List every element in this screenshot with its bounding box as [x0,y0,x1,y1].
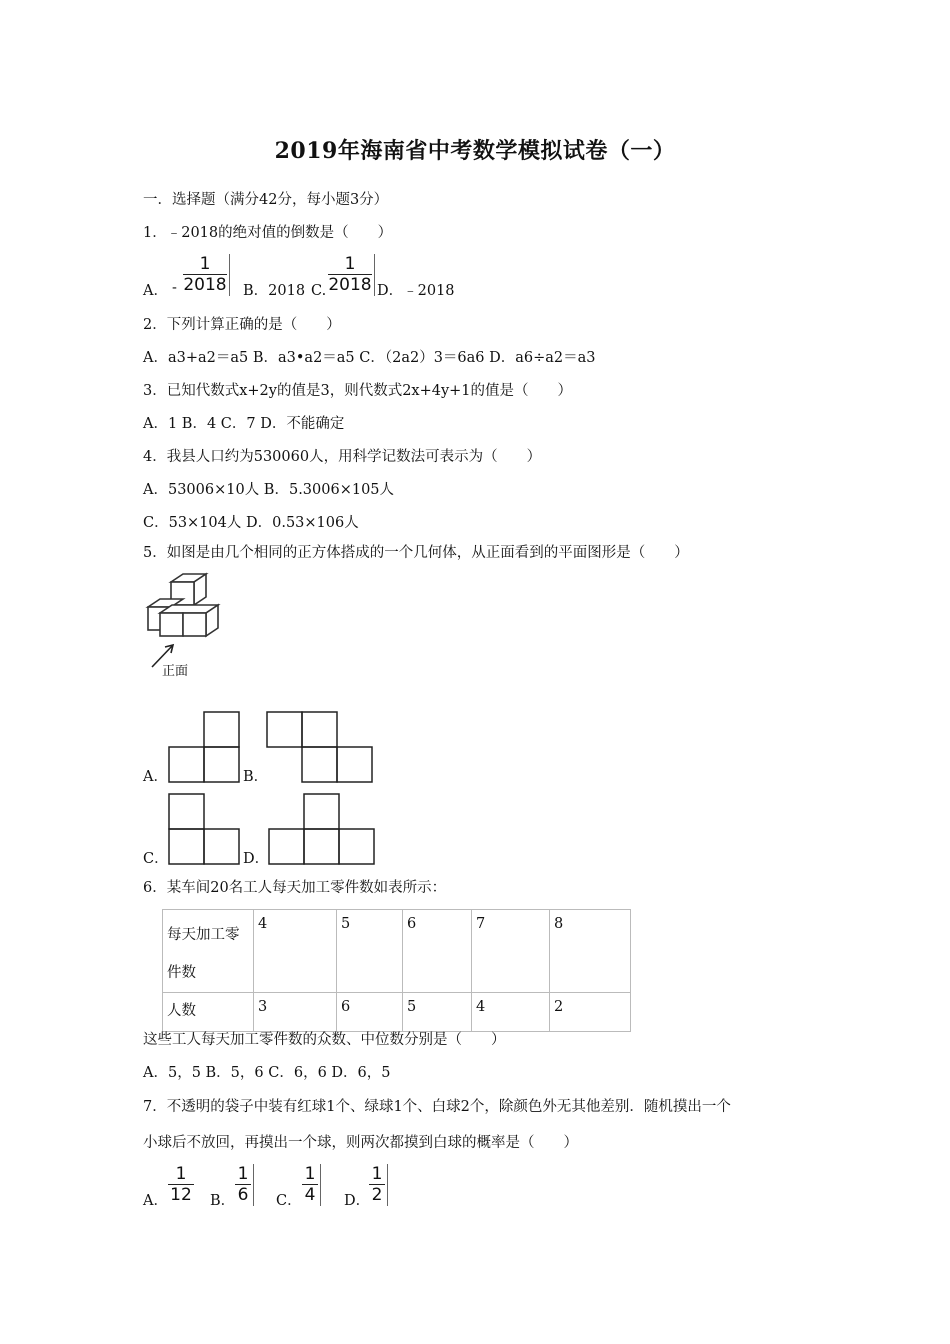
q1-option-a-fraction [183,254,227,296]
table-cell: 2 [550,993,631,1032]
q5-option-c-figure [166,792,242,865]
section-heading: 一．选择题（满分42分，每小题3分） [143,192,389,208]
q6-data-table [162,909,631,1032]
q6-question: 这些工人每天加工零件数的众数、中位数分别是（ ） [143,1032,506,1048]
table-row-header: 人数 [163,993,254,1032]
q6-stem: 6．某车间20名工人每天加工零件数如表所示： [143,880,447,896]
q1-option-a-label: A． [143,283,168,299]
q4-stem: 4．我县人口约为530060人，用科学记数法可表示为（ ） [143,449,542,465]
fraction-numerator: 1 [371,1164,383,1184]
q5-option-b-figure [263,710,376,783]
table-cell: 7 [472,910,550,993]
fraction-numerator: 1 [304,1164,316,1184]
q3-options: A．1 B．4 C．7 D．不能确定 [143,416,345,432]
q5-front-label: 正面 [162,664,189,679]
q7-option-a-fraction [168,1164,194,1206]
fraction-numerator: 1 [175,1164,187,1184]
q5-option-a-label: A． [143,769,168,785]
q7-option-a-label: A． [143,1193,168,1209]
fraction-denominator: 4 [304,1185,316,1205]
fraction-denominator: 6 [237,1185,249,1205]
q7-option-c-fraction [302,1164,318,1206]
fraction-numerator: 1 [237,1164,249,1184]
table-row-header [163,910,254,993]
q5-option-c-label: C． [143,851,169,867]
q1-option-b: B．2018 [243,283,306,299]
table-cell: 5 [403,993,472,1032]
fraction-numerator: 1 [344,254,356,274]
row-header-line2: 件数 [167,965,196,981]
q5-option-a-figure [166,710,242,783]
table-cell: 8 [550,910,631,993]
q3-stem: 3．已知代数式x+2y的值是3，则代数式2x+4y+1的值是（ ） [143,383,573,399]
q7-option-b-fraction [235,1164,251,1206]
q6-options: A．5，5 B．5，6 C．6，6 D．6，5 [143,1065,391,1081]
q5-stem: 5．如图是由几个相同的正方体搭成的一个几何体，从正面看到的平面图形是（ ） [143,545,689,561]
table-cell: 3 [254,993,337,1032]
q2-options: A．a3+a2＝a5 B．a3•a2＝a5 C．（2a2）3＝6a6 D．a6÷a2＝a3 [143,350,596,366]
q7-option-d-fraction [369,1164,385,1206]
fraction-denominator: 2 [371,1185,383,1205]
q7-stem-line1: 7．不透明的袋子中装有红球1个、绿球1个、白球2个，除颜色外无其他差别．随机摸出一个 [143,1099,731,1115]
q2-stem: 2．下列计算正确的是（ ） [143,317,341,333]
table-cell: 4 [254,910,337,993]
q1-option-c-label: C. [311,283,327,299]
q1-stem: 1．﹣2018的绝对值的倒数是（ ） [143,225,393,241]
q4-options-line1: A．53006×10人 B．5.3006×105人 [143,482,395,498]
q7-option-d-label: D． [344,1193,371,1209]
q5-option-d-label: D． [243,851,270,867]
q7-stem-line2: 小球后不放回，再摸出一个球，则两次都摸到白球的概率是（ ） [143,1135,578,1151]
q1-option-d: D．﹣2018 [377,283,455,299]
q1-option-a-sign: - [172,280,177,296]
table-cell: 6 [337,993,403,1032]
page-title: 2019年海南省中考数学模拟试卷（一） [274,138,676,164]
table-cell: 5 [337,910,403,993]
fraction-denominator: 2018 [183,275,227,295]
fraction-denominator: 12 [170,1185,192,1205]
q7-option-b-label: B． [210,1193,236,1209]
q7-option-c-label: C． [276,1193,302,1209]
fraction-denominator: 2018 [328,275,372,295]
table-row [163,993,631,1032]
q1-option-c-fraction [328,254,372,296]
q5-option-b-label: B． [243,769,269,785]
table-cell: 6 [403,910,472,993]
q5-option-d-figure [266,792,376,865]
q4-options-line2: C．53×104人 D．0.53×106人 [143,515,359,531]
table-row [163,910,631,993]
table-cell: 4 [472,993,550,1032]
row-header-line1: 每天加工零 [167,927,240,943]
fraction-numerator: 1 [199,254,211,274]
